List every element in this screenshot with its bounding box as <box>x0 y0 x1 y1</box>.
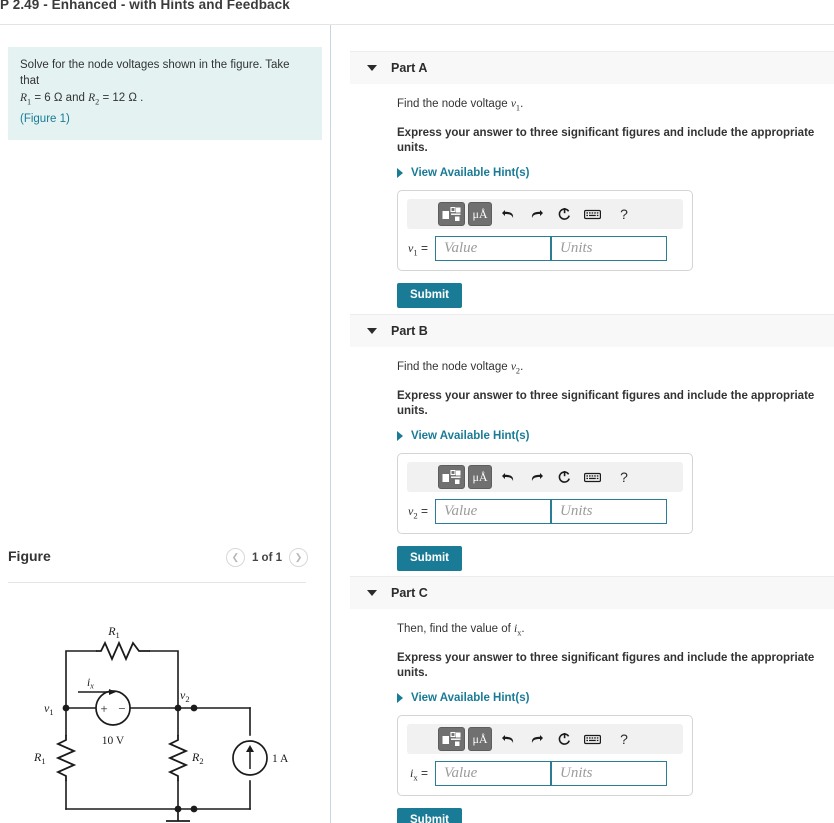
part-label-a: Part A <box>391 61 428 75</box>
part-sigfig-note-c: Express your answer to three significant figures and include the appropriate units. <box>397 652 815 680</box>
question-line-1: Solve for the node voltages shown in the figure. Take that <box>20 59 290 87</box>
resistor-r1-left <box>58 735 74 781</box>
reset-icon[interactable] <box>551 465 577 489</box>
units-input-b[interactable] <box>551 499 667 524</box>
units-icon-text: μÅ <box>472 470 488 485</box>
r1-symbol: $R_1$ <box>20 92 32 107</box>
r1-value: = 6 Ω and <box>34 92 85 104</box>
micro-angstrom-units-icon[interactable] <box>468 465 492 489</box>
resistor-r1-left-label: $R_1$ <box>34 750 46 766</box>
page-title: P 2.49 - Enhanced - with Hints and Feedback <box>0 0 290 12</box>
part-sigfig-note-b: Express your answer to three significant figures and include the appropriate units. <box>397 390 815 418</box>
micro-angstrom-units-icon[interactable] <box>468 202 492 226</box>
math-template-icon[interactable] <box>438 202 465 226</box>
voltage-source-plus: + <box>100 701 108 716</box>
chevron-right-icon: ❯ <box>294 552 303 562</box>
node-v1-label: $v_1$ <box>44 701 54 717</box>
view-hints-label-b: View Available Hint(s) <box>411 430 530 443</box>
chevron-right-icon <box>397 168 403 178</box>
part-header-c[interactable] <box>350 576 834 609</box>
redo-icon[interactable] <box>523 727 549 751</box>
chevron-left-icon: ❮ <box>231 552 240 562</box>
circuit-diagram[interactable] <box>8 613 314 823</box>
part-body-c <box>350 609 834 823</box>
question-statement-box <box>8 47 322 140</box>
voltage-source-minus: − <box>118 701 126 716</box>
part-label-c: Part C <box>391 586 428 600</box>
value-input-a[interactable] <box>435 236 551 261</box>
view-hints-label-a: View Available Hint(s) <box>411 167 530 180</box>
figure-pager-label: 1 of 1 <box>251 551 282 564</box>
question-line-2 <box>20 90 310 110</box>
view-hints-a[interactable] <box>397 167 834 179</box>
math-template-icon[interactable] <box>438 727 465 751</box>
chevron-right-icon <box>397 431 403 441</box>
ground-symbol <box>166 809 190 823</box>
circuit-svg <box>8 613 314 823</box>
answer-row-c <box>407 761 683 786</box>
part-header-a[interactable] <box>350 51 834 84</box>
view-hints-c[interactable] <box>397 692 834 704</box>
answer-variable-c: $i_x$ = <box>409 765 428 782</box>
answer-variable-a: $v_1$ = <box>408 240 428 257</box>
left-pane <box>0 25 330 823</box>
help-button[interactable] <box>611 727 637 751</box>
chevron-right-icon <box>397 693 403 703</box>
answer-row-b <box>407 499 683 524</box>
value-input-c[interactable] <box>435 761 551 786</box>
right-pane <box>331 25 834 823</box>
units-icon-text: μÅ <box>472 207 488 222</box>
help-button[interactable] <box>611 465 637 489</box>
chevron-down-icon <box>367 328 377 334</box>
undo-icon[interactable] <box>495 202 521 226</box>
keyboard-icon[interactable] <box>579 465 605 489</box>
units-input-a[interactable] <box>551 236 667 261</box>
voltage-source-label: 10 V <box>101 735 125 747</box>
figure-prev-button[interactable] <box>226 548 245 567</box>
resistor-r1-top-label: $R_1$ <box>108 624 120 640</box>
help-button[interactable] <box>611 202 637 226</box>
redo-icon[interactable] <box>523 202 549 226</box>
view-hints-b[interactable] <box>397 430 834 442</box>
reset-icon[interactable] <box>551 202 577 226</box>
redo-icon[interactable] <box>523 465 549 489</box>
answer-toolbar-a <box>407 199 683 229</box>
answer-box-a <box>397 190 693 271</box>
current-ix-label: $i_x$ <box>87 677 94 691</box>
reset-icon[interactable] <box>551 727 577 751</box>
answer-toolbar-b <box>407 462 683 492</box>
units-icon-text: μÅ <box>472 732 488 747</box>
node-v2-label: $v_2$ <box>180 688 190 704</box>
figure-next-button[interactable] <box>289 548 308 567</box>
part-label-b: Part B <box>391 324 428 338</box>
answer-variable-b: $v_2$ = <box>408 503 428 520</box>
part-prompt-a: Find the node voltage $v_1$. <box>397 98 524 113</box>
part-header-b[interactable] <box>350 314 834 347</box>
r2-value: = 12 Ω . <box>102 92 144 104</box>
figure-reference-link[interactable]: (Figure 1) <box>20 113 70 126</box>
figure-title: Figure <box>8 548 51 564</box>
keyboard-icon[interactable] <box>579 727 605 751</box>
view-hints-label-c: View Available Hint(s) <box>411 692 530 705</box>
part-prompt-c: Then, find the value of $i_x$. <box>397 623 525 638</box>
part-body-a <box>350 84 834 308</box>
figure-pager <box>226 548 308 567</box>
units-input-c[interactable] <box>551 761 667 786</box>
answer-box-c <box>397 715 693 796</box>
part-body-b <box>350 347 834 571</box>
chevron-down-icon <box>367 590 377 596</box>
part-block-c <box>350 576 834 823</box>
r2-symbol: $R_2$ <box>88 92 100 107</box>
node-v1-dot <box>63 705 70 712</box>
current-source-label: 1 A <box>272 753 289 765</box>
help-label: ? <box>620 469 628 486</box>
help-label: ? <box>620 731 628 748</box>
resistor-r2-label: $R_2$ <box>192 750 204 766</box>
figure-header <box>8 545 322 581</box>
submit-button-b[interactable]: Submit <box>397 546 462 571</box>
part-sigfig-note-a: Express your answer to three significant figures and include the appropriate units. <box>397 127 815 155</box>
undo-icon[interactable] <box>495 465 521 489</box>
value-input-b[interactable] <box>435 499 551 524</box>
resistor-r1-top <box>96 643 150 659</box>
answer-box-b <box>397 453 693 534</box>
submit-button-a[interactable]: Submit <box>397 283 462 308</box>
part-prompt-b: Find the node voltage $v_2$. <box>397 361 524 376</box>
help-label: ? <box>620 206 628 223</box>
node-v2-dot-a <box>175 705 182 712</box>
undo-icon[interactable] <box>495 727 521 751</box>
part-block-b <box>350 314 834 571</box>
resistor-r2 <box>170 735 186 781</box>
answer-toolbar-c <box>407 724 683 754</box>
math-template-icon[interactable] <box>438 465 465 489</box>
figure-divider <box>8 582 306 583</box>
answer-row-a <box>407 236 683 261</box>
micro-angstrom-units-icon[interactable] <box>468 727 492 751</box>
part-block-a <box>350 51 834 308</box>
submit-button-c[interactable]: Submit <box>397 808 462 823</box>
keyboard-icon[interactable] <box>579 202 605 226</box>
chevron-down-icon <box>367 65 377 71</box>
